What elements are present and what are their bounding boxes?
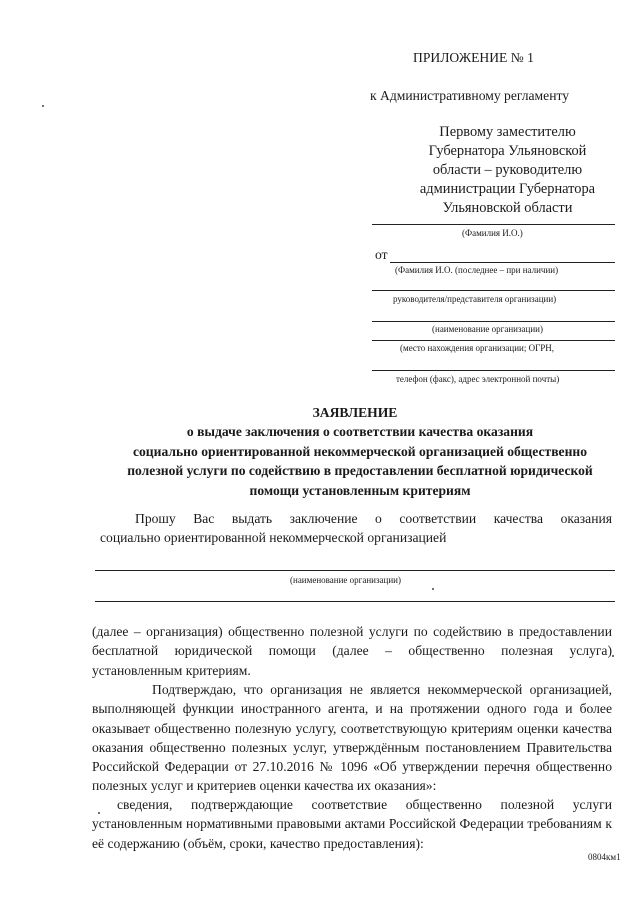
org-name-hint: (наименование организации)	[290, 575, 401, 585]
request-line-1: Прошу Вас выдать заключение о соответствии качества оказания	[135, 511, 612, 526]
from-line-4	[372, 340, 615, 341]
addressee-line: Первому заместителю	[439, 124, 576, 140]
from-hint-4: (место нахождения организации; ОГРН,	[400, 343, 555, 353]
body-paragraph-3: сведения, подтверждающие соответствие общественно полезной услуги установленным нормативными правовыми актами Российской Федерации требованиям к её содержанию (объём, сроки, качество предоставления):	[92, 797, 612, 851]
from-line-3	[372, 321, 615, 322]
subtitle-line: помощи установленным критериям	[249, 482, 471, 498]
scan-speck	[42, 105, 44, 107]
from-hint-3: (наименование организации)	[432, 324, 543, 334]
addressee-name-hint: (Фамилия И.О.)	[462, 228, 523, 238]
subtitle-line: полезной услуги по содействию в предоставлении бесплатной юридической	[127, 463, 593, 478]
body-paragraph-2: Подтверждаю, что организация не является некоммерческой организацией, выполняющей функции иностранного агента, и на протяжении одного года и более оказывает общественно полезную услугу, соответствующую критериям оценки качества оказания общественно полезных услуг, утверждённым постановлением Правительства Российской Федерации от 27.10.2016 № 1096 «Об утверждении перечня общественно полезных услуг и критериев оценки качества их оказания»:	[92, 682, 612, 794]
addressee-line: области – руководителю	[432, 162, 583, 178]
from-line-1	[390, 262, 615, 263]
request-line-2: социально ориентированной некоммерческой организацией	[100, 530, 447, 545]
footer-code: 0804км1	[588, 852, 621, 862]
document-title: ЗАЯВЛЕНИЕ	[312, 405, 398, 420]
scan-speck	[612, 655, 614, 657]
addressee-line: Ульяновской области	[442, 200, 573, 216]
subtitle-line: социально ориентированной некоммерческой организацией общественно	[132, 443, 588, 459]
scan-speck	[432, 588, 434, 590]
addressee-line: администрации Губернатора	[419, 181, 596, 197]
from-hint-2: руководителя/представителя организации)	[393, 294, 557, 304]
addressee-block	[400, 123, 615, 218]
appendix-number: ПРИЛОЖЕНИЕ № 1	[413, 50, 534, 65]
body-paragraph-1: (далее – организация) общественно полезной услуги по содействию в предоставлении бесплатной юридической помощи (далее – общественно полезная услуга) установленным критериям.	[92, 624, 612, 678]
from-hint-1: (Фамилия И.О. (последнее – при наличии)	[395, 265, 559, 275]
regulation-reference: к Административному регламенту	[370, 88, 570, 103]
from-line-2	[372, 290, 615, 291]
document-subtitle	[75, 422, 640, 500]
from-hint-5: телефон (факс), адрес электронной почты)	[396, 374, 560, 384]
addressee-name-line	[372, 224, 615, 225]
from-line-5	[372, 370, 615, 371]
org-name-line	[95, 570, 615, 571]
addressee-line: Губернатора Ульяновской	[428, 143, 587, 159]
scan-speck	[98, 812, 100, 814]
org-name-line-2	[95, 601, 615, 602]
subtitle-line: о выдаче заключения о соответствии качества оказания	[186, 424, 534, 439]
from-label: от	[375, 247, 388, 262]
